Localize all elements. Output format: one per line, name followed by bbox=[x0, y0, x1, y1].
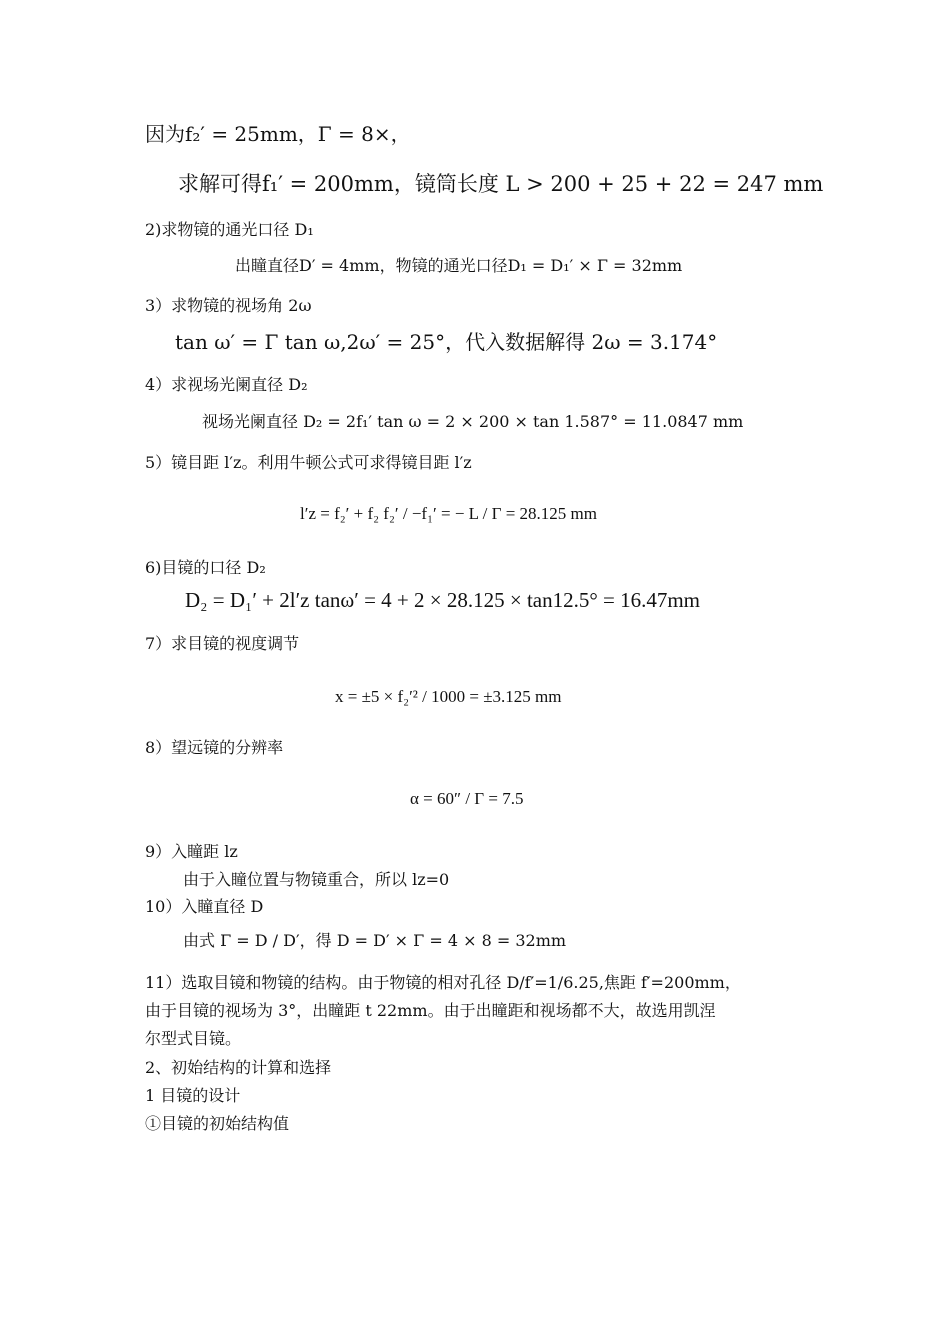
equation-eyepiece-aperture: D₂ = D₁′ + 2l′z tanω′ = 4 + 2 × 28.125 × tan12.5° = 16.47mm bbox=[185, 588, 701, 612]
section-heading-initial-structure: 2、初始结构的计算和选择 bbox=[145, 1058, 332, 1077]
equation-eye-relief: l′z = f₂′ + f₂ f₂′ / −f₁′ = − L / Γ = 28.125 mm bbox=[300, 504, 597, 523]
line-exit-pupil: 出瞳直径D′ = 4mm，物镜的通光口径D₁ = D₁′ × Γ = 32mm bbox=[235, 256, 683, 275]
subsection-heading-eyepiece-design: 1 目镜的设计 bbox=[145, 1086, 241, 1105]
line-entrance-distance: 由于入瞳位置与物镜重合，所以 lz=0 bbox=[183, 870, 450, 889]
heading-field-angle: 3）求物镜的视场角 2ω bbox=[145, 296, 312, 315]
heading-eye-relief: 5）镜目距 l′z。利用牛顿公式可求得镜目距 l′z bbox=[145, 453, 472, 472]
line-objective-focal: 求解可得f₁′ = 200mm，镜筒长度 L > 200 + 25 + 22 = 247 mm bbox=[178, 172, 824, 196]
paragraph-line-3: 尔型式目镜。 bbox=[145, 1029, 242, 1048]
heading-entrance-distance: 9）入瞳距 lz bbox=[145, 842, 238, 861]
subsection-heading-initial-values: ①目镜的初始结构值 bbox=[145, 1114, 290, 1133]
equation-diopter: x = ±5 × f₂′² / 1000 = ±3.125 mm bbox=[335, 687, 562, 706]
paragraph-line-1: 11）选取目镜和物镜的结构。由于物镜的相对孔径 D/f′=1/6.25,焦距 f′=200mm， bbox=[145, 973, 741, 992]
paragraph-line-2: 由于目镜的视场为 3°，出瞳距 t 22mm。由于出瞳距和视场都不大，故选用凯涅 bbox=[145, 1001, 716, 1020]
line-given-values: 因为f₂′ = 25mm，Γ = 8×， bbox=[145, 122, 411, 146]
heading-field-stop: 4）求视场光阑直径 D₂ bbox=[145, 375, 308, 394]
heading-eyepiece-aperture: 6)目镜的口径 D₂ bbox=[145, 558, 266, 577]
line-entrance-diameter: 由式 Γ = D / D′，得 D = D′ × Γ = 4 × 8 = 32mm bbox=[183, 931, 567, 950]
line-field-angle-eq: tan ω′ = Γ tan ω,2ω′ = 25°，代入数据解得 2ω = 3.174° bbox=[175, 330, 718, 354]
heading-resolution: 8）望远镜的分辨率 bbox=[145, 738, 284, 757]
heading-diopter: 7）求目镜的视度调节 bbox=[145, 634, 300, 653]
line-field-stop-eq: 视场光阑直径 D₂ = 2f₁′ tan ω = 2 × 200 × tan 1.587° = 11.0847 mm bbox=[202, 412, 744, 431]
heading-entrance-diameter: 10）入瞳直径 D bbox=[145, 897, 264, 916]
equation-resolution: α = 60″ / Γ = 7.5 bbox=[410, 789, 524, 808]
heading-objective-aperture: 2)求物镜的通光口径 D₁ bbox=[145, 220, 314, 239]
